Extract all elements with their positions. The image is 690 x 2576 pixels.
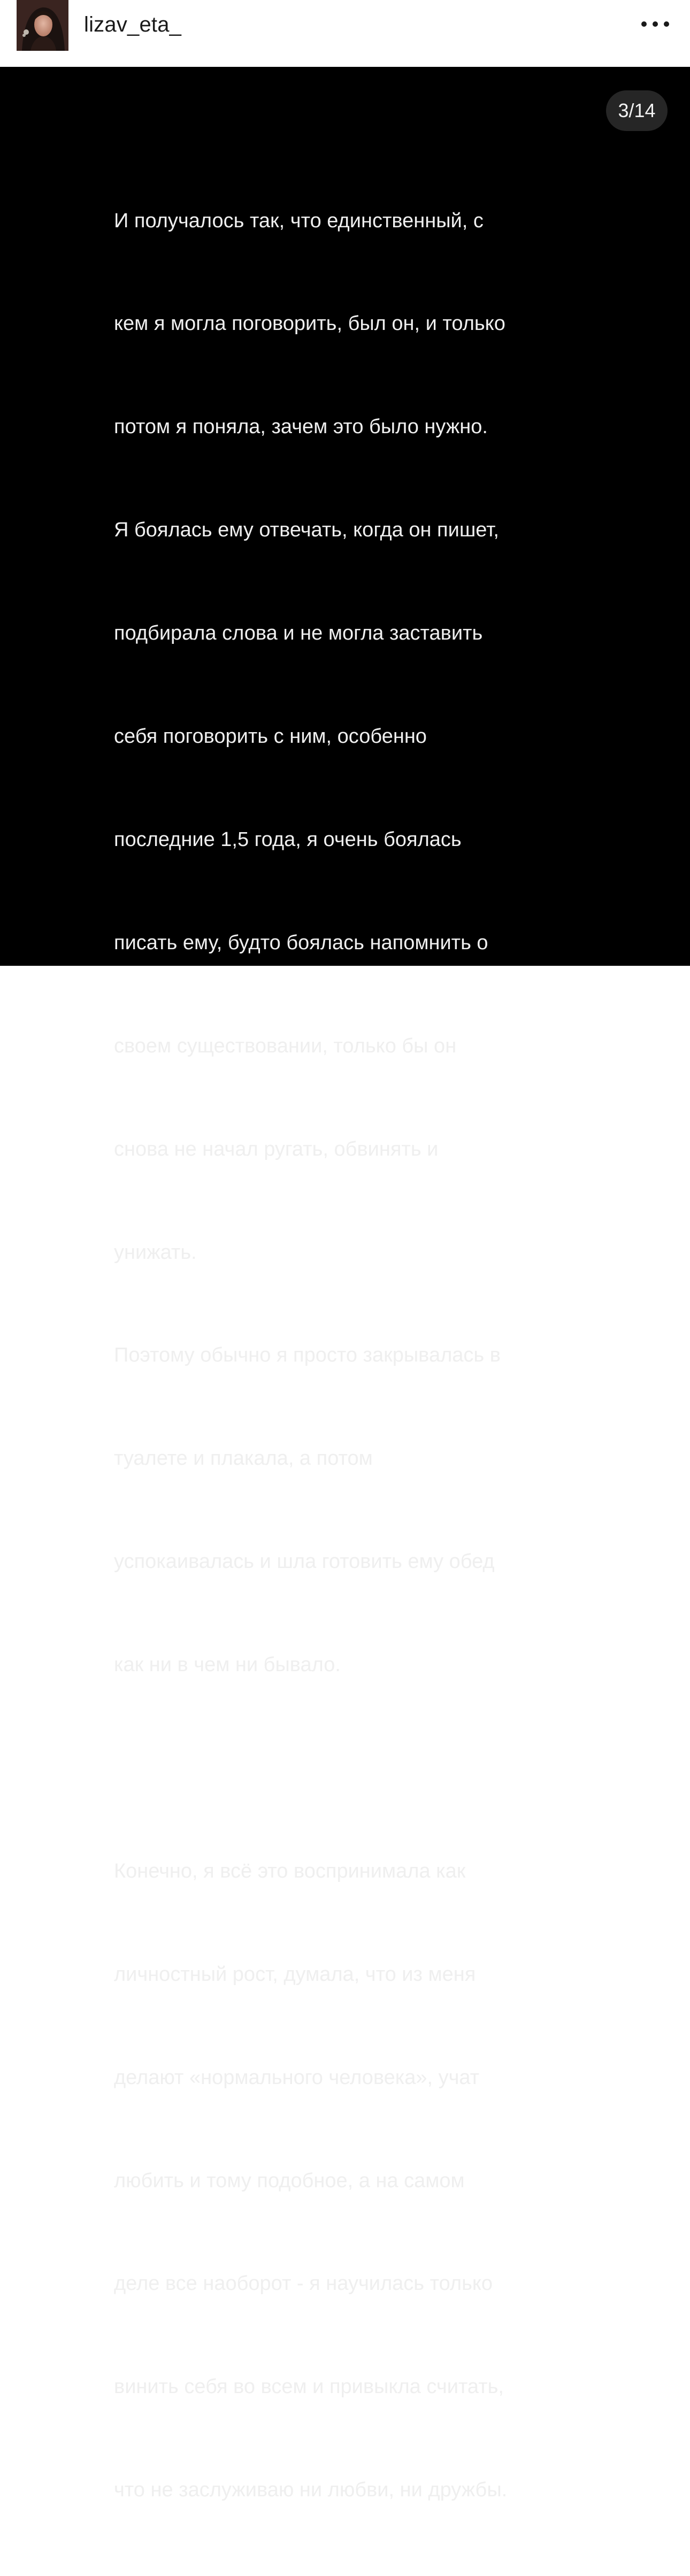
text-line: любить и тому подобное, а на самом xyxy=(114,2169,465,2192)
text-line: подбирала слова и не могла заставить xyxy=(114,622,483,645)
text-line: успокаивалась и шла готовить ему обед xyxy=(114,1550,495,1573)
text-line: последние 1,5 года, я очень боялась xyxy=(114,828,462,851)
avatar[interactable] xyxy=(17,0,68,51)
text-line: снова не начал ругать, обвинять и xyxy=(114,1137,439,1160)
text-line: личностный рост, думала, что из меня xyxy=(114,1963,476,1986)
text-line: потом я поняла, зачем это было нужно. xyxy=(114,416,488,439)
text-line: унижать. xyxy=(114,1241,197,1264)
text-line: Я боялась ему отвечать, когда он пишет, xyxy=(114,519,499,542)
avatar-photo-icon xyxy=(17,0,68,51)
text-line: кем я могла поговорить, был он, и только xyxy=(114,312,505,335)
text-line: туалете и плакала, а потом xyxy=(114,1447,373,1470)
post-header xyxy=(0,0,690,67)
slide-counter-badge: 3/14 xyxy=(606,90,668,131)
text-line: что не заслуживаю ни любви, ни дружбы. xyxy=(114,2479,508,2502)
slide-text xyxy=(114,135,595,2576)
text-line: писать ему, будто боялась напомнить о xyxy=(114,931,488,954)
text-line: Конечно, я всё это воспринимала как xyxy=(114,1859,466,1882)
paragraph-spacer xyxy=(114,1751,595,1785)
username[interactable]: lizav_eta_ xyxy=(84,13,182,36)
text-line: Поэтому обычно я просто закрывалась в xyxy=(114,1344,501,1367)
text-line: винить себя во всем и привыкла считать, xyxy=(114,2375,504,2398)
text-line: как ни в чем ни бывало. xyxy=(114,1654,341,1677)
text-line: своем существовании, только бы он xyxy=(114,1034,457,1057)
text-line: себя поговорить с ним, особенно xyxy=(114,725,427,748)
more-horizontal-icon xyxy=(638,11,673,37)
carousel-slide[interactable] xyxy=(0,67,690,2502)
text-line: делают «нормального человека», учат xyxy=(114,2066,480,2089)
text-line: деле все наоборот - я научилась только xyxy=(114,2272,493,2295)
more-options-button[interactable] xyxy=(638,11,673,37)
text-line: И получалось так, что единственный, с xyxy=(114,209,484,232)
